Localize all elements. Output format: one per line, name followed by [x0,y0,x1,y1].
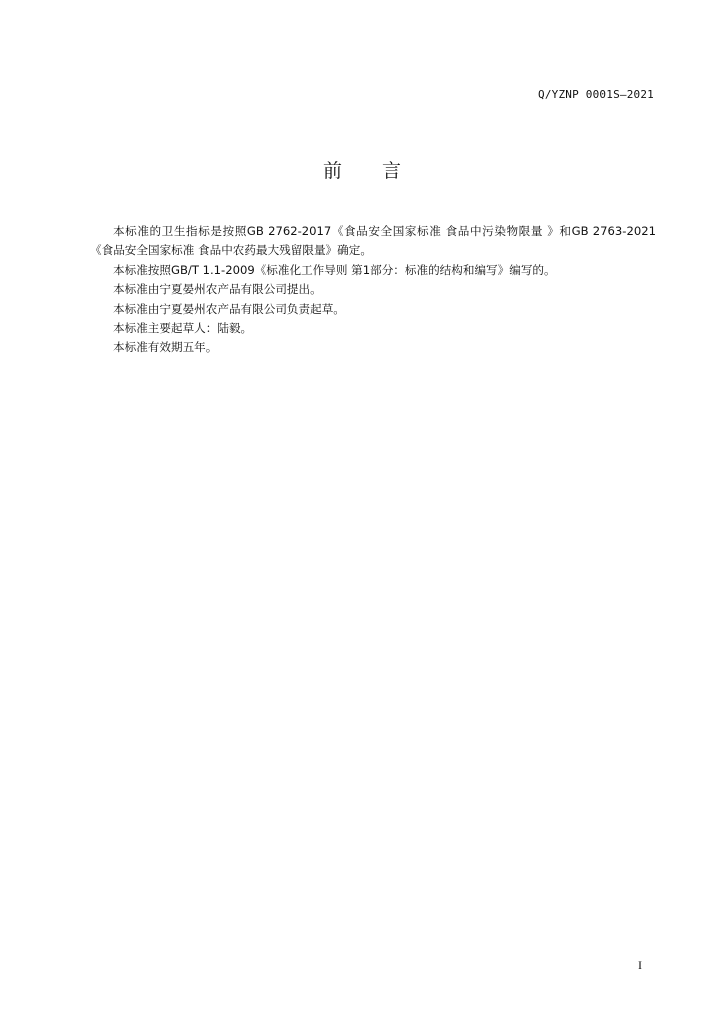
paragraph-main-drafter: 本标准主要起草人：陆毅。 [113,321,253,336]
page-number: I [638,958,642,972]
paragraph-proposer: 本标准由宁夏晏州农产品有限公司提出。 [113,282,322,297]
paragraph-drafting-basis: 本标准按照GB/T 1.1-2009《标准化工作导则 第1部分：标准的结构和编写》编写的。 [113,262,556,277]
standard-code: Q/YZNP 0001S—2021 [538,88,654,101]
paragraph-validity: 本标准有效期五年。 [113,340,218,355]
title-char-2: 言 [382,160,402,182]
paragraph-drafter-org: 本标准由宁夏晏州农产品有限公司负责起草。 [113,301,345,316]
paragraph-hygiene-indicators: 本标准的卫生指标是按照GB 2762-2017《食品安全国家标准 食品中污染物限量 》和GB 2763-2021《食品安全国家标准 食品中农药最大残留限量》确定。 [90,224,656,258]
foreword-body [90,222,656,358]
title-char-1: 前 [322,160,342,182]
page-title [0,156,724,183]
